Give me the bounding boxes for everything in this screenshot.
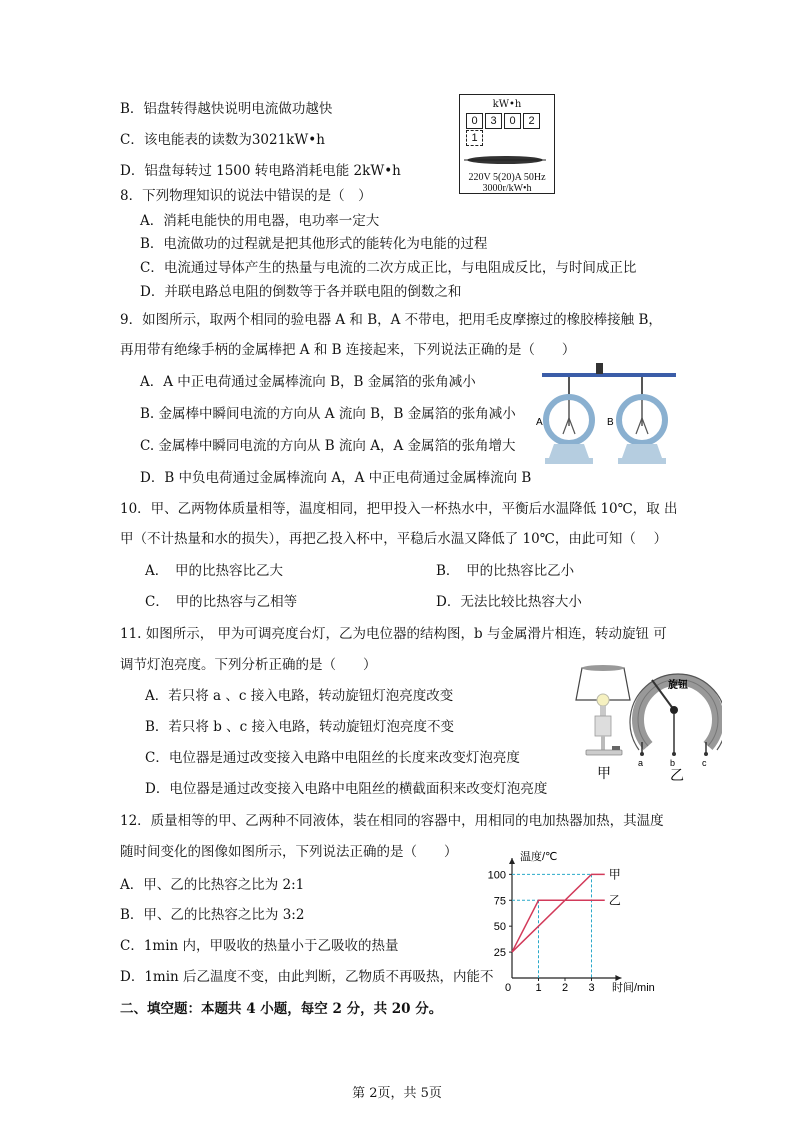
- x-axis-arrow: [615, 975, 621, 981]
- q9-option-c: C. 金属棒中瞬同电流的方向从 B 流向 A，A 金属箔的张角增大: [140, 438, 516, 454]
- y-tick-label: 100: [488, 869, 506, 882]
- q8-option-b: B．电流做功的过程就是把其他形式的能转化为电能的过程: [140, 236, 488, 252]
- terminal-b-label: b: [670, 758, 676, 768]
- q8-option-c: C．电流通过导体产生的热量与电流的二次方成正比，与电阻成反比，与时间成正比: [140, 260, 637, 276]
- label-jia: 甲: [597, 765, 611, 781]
- q9-option-a: A．A 中正电荷通过金属棒流向 B，B 金属箔的张角减小: [140, 374, 476, 390]
- electroscope-label-b: B: [607, 417, 614, 428]
- q11-option-d: D．电位器是通过改变接入电路中电阻丝的横截面积来改变灯泡亮度: [145, 781, 548, 797]
- electroscope-figure: [532, 360, 680, 468]
- x-tick-label: 1: [535, 982, 542, 994]
- q12-option-a: A．甲、乙的比热容之比为 2:1: [120, 877, 305, 893]
- meter-digit: 2: [523, 113, 540, 129]
- series-line-甲: [512, 874, 605, 952]
- series-label: 甲: [608, 867, 621, 882]
- q12-option-d: D．1min 后乙温度不变，由此判断，乙物质不再吸热，内能不: [120, 969, 494, 985]
- meter-spec: 220V 5(20)A 50Hz: [468, 172, 546, 183]
- q8-stem: 8．下列物理知识的说法中错误的是（ ）: [120, 188, 372, 204]
- q10-option-b: B． 甲的比热容比乙小: [436, 563, 575, 579]
- series-label: 乙: [608, 893, 621, 908]
- q12-option-b: B．甲、乙的比热容之比为 3:2: [120, 907, 305, 923]
- meter-digit: 0: [466, 113, 483, 129]
- q12-stem-2: 随时间变化的图像如图所示，下列说法正确的是（ ）: [120, 844, 458, 860]
- q7-option-c: C．该电能表的读数为3021kW•h: [120, 132, 325, 148]
- series-line-乙: [512, 900, 605, 952]
- q11-stem: 11. 如图所示， 甲为可调亮度台灯，乙为电位器的结构图，b 与金属滑片相连，转动旋钮 可: [120, 626, 667, 642]
- x-tick-label: 2: [561, 982, 569, 994]
- q10-option-c: C． 甲的比热容与乙相等: [145, 594, 298, 610]
- q11-option-a: A．若只将 a 、c 接入电路，转动旋钮灯泡亮度改变: [145, 688, 454, 704]
- y-axis-arrow: [509, 858, 515, 864]
- meter-digits: [466, 112, 554, 146]
- temperature-time-chart: [488, 840, 668, 996]
- section-2-heading: 二、填空题：本题共 4 小题，每空 2 分，共 20 分。: [120, 1001, 443, 1017]
- q9-option-d: D．B 中负电荷通过金属棒流向 A，A 中正电荷通过金属棒流向 B: [140, 470, 532, 486]
- q12-option-c: C．1min 内，甲吸收的热量小于乙吸收的热量: [120, 938, 399, 954]
- q7-option-b: B．铝盘转得越快说明电流做功越快: [120, 101, 333, 117]
- meter-digit-decimal: 1: [466, 130, 483, 146]
- x-tick-label: 3: [588, 982, 595, 994]
- q10-option-d: D．无法比较比热容大小: [436, 594, 582, 610]
- terminal-c-label: c: [702, 758, 707, 768]
- insulating-handle: [596, 363, 603, 374]
- q11-option-c: C．电位器是通过改变接入电路中电阻丝的长度来改变灯泡亮度: [145, 750, 520, 766]
- q7-option-d: D．铝盘每转过 1500 转电路消耗电能 2kW•h: [120, 163, 401, 179]
- knob-label: 旋钮: [668, 680, 688, 691]
- terminal-a-label: a: [638, 758, 644, 768]
- q9-stem: 9．如图所示，取两个相同的验电器 A 和 B，A 不带电，把用毛皮摩擦过的橡胶棒接触 B，: [120, 312, 662, 328]
- q9-stem-2: 再用带有绝缘手柄的金属棒把 A 和 B 连接起来，下列说法正确的是（ ）: [120, 342, 576, 358]
- label-yi: 乙: [670, 767, 684, 783]
- q10-option-a: A． 甲的比热容比乙大: [145, 563, 283, 579]
- y-tick-label: 25: [493, 947, 506, 960]
- electroscope-a: [545, 377, 593, 464]
- chart-xlabel: 时间/min: [612, 982, 655, 994]
- metal-rod: [542, 373, 676, 377]
- y-tick-label: 50: [493, 921, 506, 934]
- chart-ylabel: 温度/℃: [520, 851, 558, 863]
- meter-digit: 0: [504, 113, 521, 129]
- q8-option-d: D．并联电路总电阻的倒数等于各并联电阻的倒数之和: [140, 284, 462, 300]
- q9-option-b: B. 金属棒中瞬间电流的方向从 A 流向 B，B 金属箔的张角减小: [140, 406, 516, 422]
- meter-disc-icon: [460, 150, 550, 170]
- q10-stem-2: 甲（不计热量和水的损失），再把乙投入杯中，平稳后水温又降低了 10℃，由此可知（ ）: [120, 531, 668, 547]
- electroscope-label-a: A: [536, 417, 543, 428]
- q11-option-b: B．若只将 b 、c 接入电路，转动旋钮灯泡亮度不变: [145, 719, 454, 735]
- x-tick-label: 0: [504, 982, 512, 994]
- meter-rev: 3000r/kW•h: [482, 183, 532, 194]
- q10-stem: 10．甲、乙两物体质量相等，温度相同，把甲投入一杯热水中，平衡后水温降低 10℃，取 出: [120, 501, 678, 517]
- q12-stem: 12．质量相等的甲、乙两种不同液体，装在相同的容器中，用相同的电加热器加热，其温度: [120, 813, 664, 829]
- lamp-potentiometer-figure: [572, 660, 722, 784]
- page-footer: 第 2页，共 5页: [352, 1086, 442, 1101]
- electric-meter-figure: [459, 94, 555, 194]
- y-tick-label: 75: [493, 895, 506, 908]
- q11-stem-2: 调节灯泡亮度。下列分析正确的是（ ）: [120, 657, 377, 673]
- meter-digit: 3: [485, 113, 502, 129]
- q8-option-a: A．消耗电能快的用电器，电功率一定大: [140, 213, 380, 229]
- meter-unit: kW•h: [492, 99, 522, 110]
- desk-lamp-icon: [576, 665, 630, 755]
- electroscope-b: [618, 377, 666, 464]
